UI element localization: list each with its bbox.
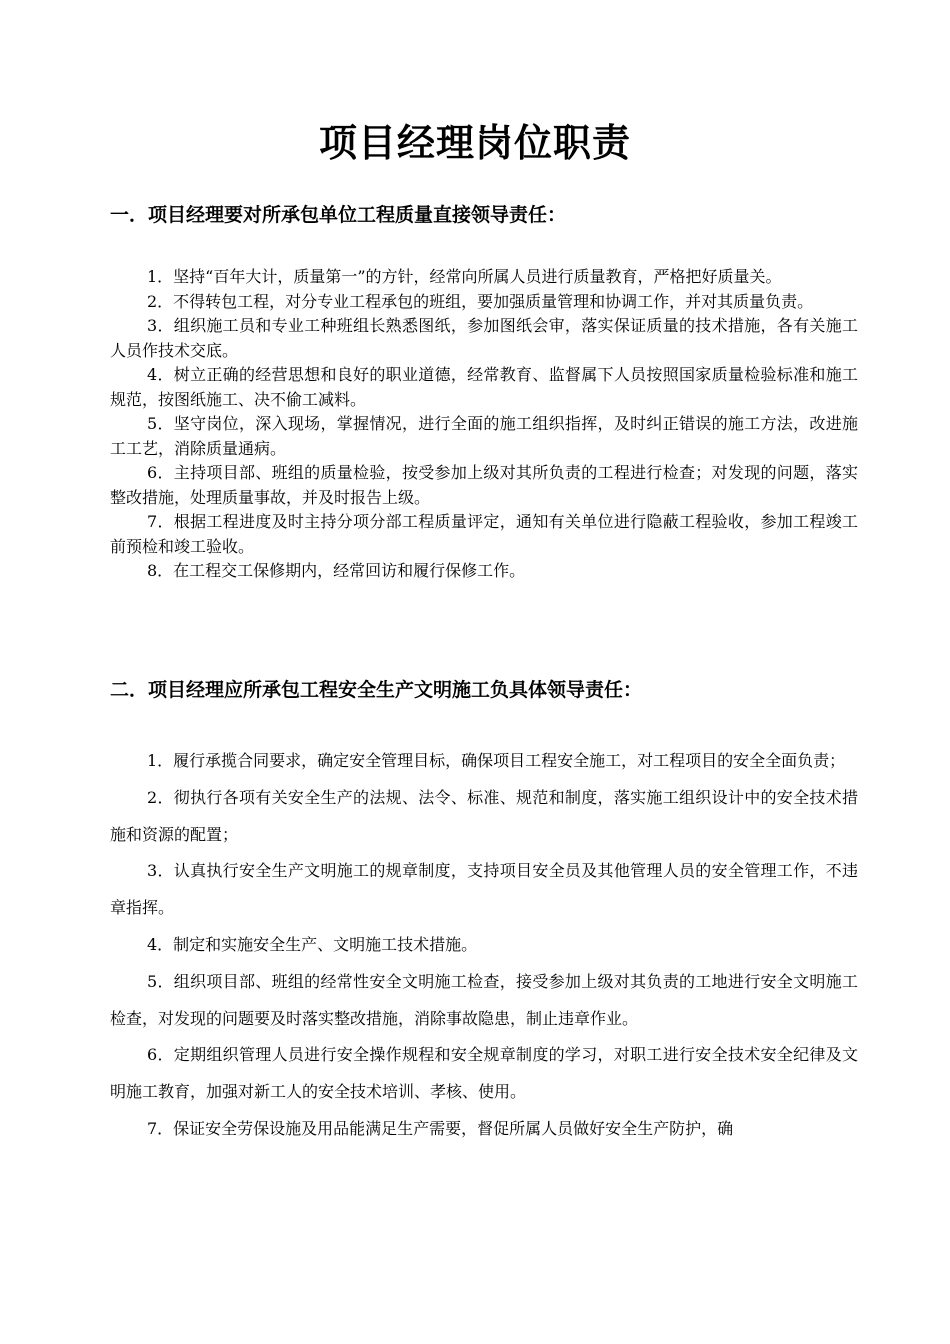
list-item: 2．不得转包工程，对分专业工程承包的班组，要加强质量管理和协调工作，并对其质量负责。 [147, 291, 814, 311]
list-item: 6．主持项目部、班组的质量检验，按受参加上级对其所负责的工程进行检查；对发现的问题，落实整改措施，处理质量事故，并及时报告上级。 [110, 463, 858, 507]
list-item: 5．组织项目部、班组的经常性安全文明施工检查，接受参加上级对其负责的工地进行安全文明施工检查，对发现的问题要及时落实整改措施，消除事故隐患，制止违章作业。 [110, 971, 858, 1028]
list-item: 7．保证安全劳保设施及用品能满足生产需要，督促所属人员做好安全生产防护，确 [147, 1118, 734, 1138]
section-list-safety [110, 743, 858, 1148]
list-item: 2．彻执行各项有关安全生产的法规、法令、标准、规范和制度，落实施工组织设计中的安全技术措施和资源的配置； [110, 787, 858, 844]
list-item: 1．履行承揽合同要求，确定安全管理目标，确保项目工程安全施工，对工程项目的安全全面负责； [147, 751, 846, 770]
list-item: 3．认真执行安全生产文明施工的规章制度，支持项目安全员及其他管理人员的安全管理工作，不违章指挥。 [110, 861, 858, 918]
list-item: 4．树立正确的经营思想和良好的职业道德，经常教育、监督属下人员按照国家质量检验标准和施工规范，按图纸施工、决不偷工减料。 [110, 365, 858, 409]
list-item: 7．根据工程进度及时主持分项分部工程质量评定，通知有关单位进行隐蔽工程验收，参加工程竣工前预检和竣工验收。 [110, 512, 858, 556]
list-item: 4．制定和实施安全生产、文明施工技术措施。 [147, 934, 478, 954]
list-item: 5．坚守岗位，深入现场，掌握情况，进行全面的施工组织指挥，及时纠正错误的施工方法，改进施工工艺，消除质量通病。 [110, 414, 858, 458]
list-item: 1．坚持“百年大计，质量第一”的方针，经常向所属人员进行质量教育，严格把好质量关。 [147, 267, 782, 286]
list-item: 6．定期组织管理人员进行安全操作规程和安全规章制度的学习，对职工进行安全技术安全纪律及文明施工教育，加强对新工人的安全技术培训、孝核、使用。 [110, 1045, 858, 1102]
section-heading-safety: 二．项目经理应所承包工程安全生产文明施工负具体领导责任： [110, 679, 643, 701]
document-title: 项目经理岗位职责 [318, 121, 631, 165]
section-list-quality [110, 265, 858, 584]
list-item: 8．在工程交工保修期内，经常回访和履行保修工作。 [147, 561, 526, 580]
list-item: 3．组织施工员和专业工种班组长熟悉图纸，参加图纸会审，落实保证质量的技术措施，各有关施工人员作技术交底。 [110, 316, 858, 360]
section-heading-quality: 一．项目经理要对所承包单位工程质量直接领导责任： [110, 204, 567, 226]
